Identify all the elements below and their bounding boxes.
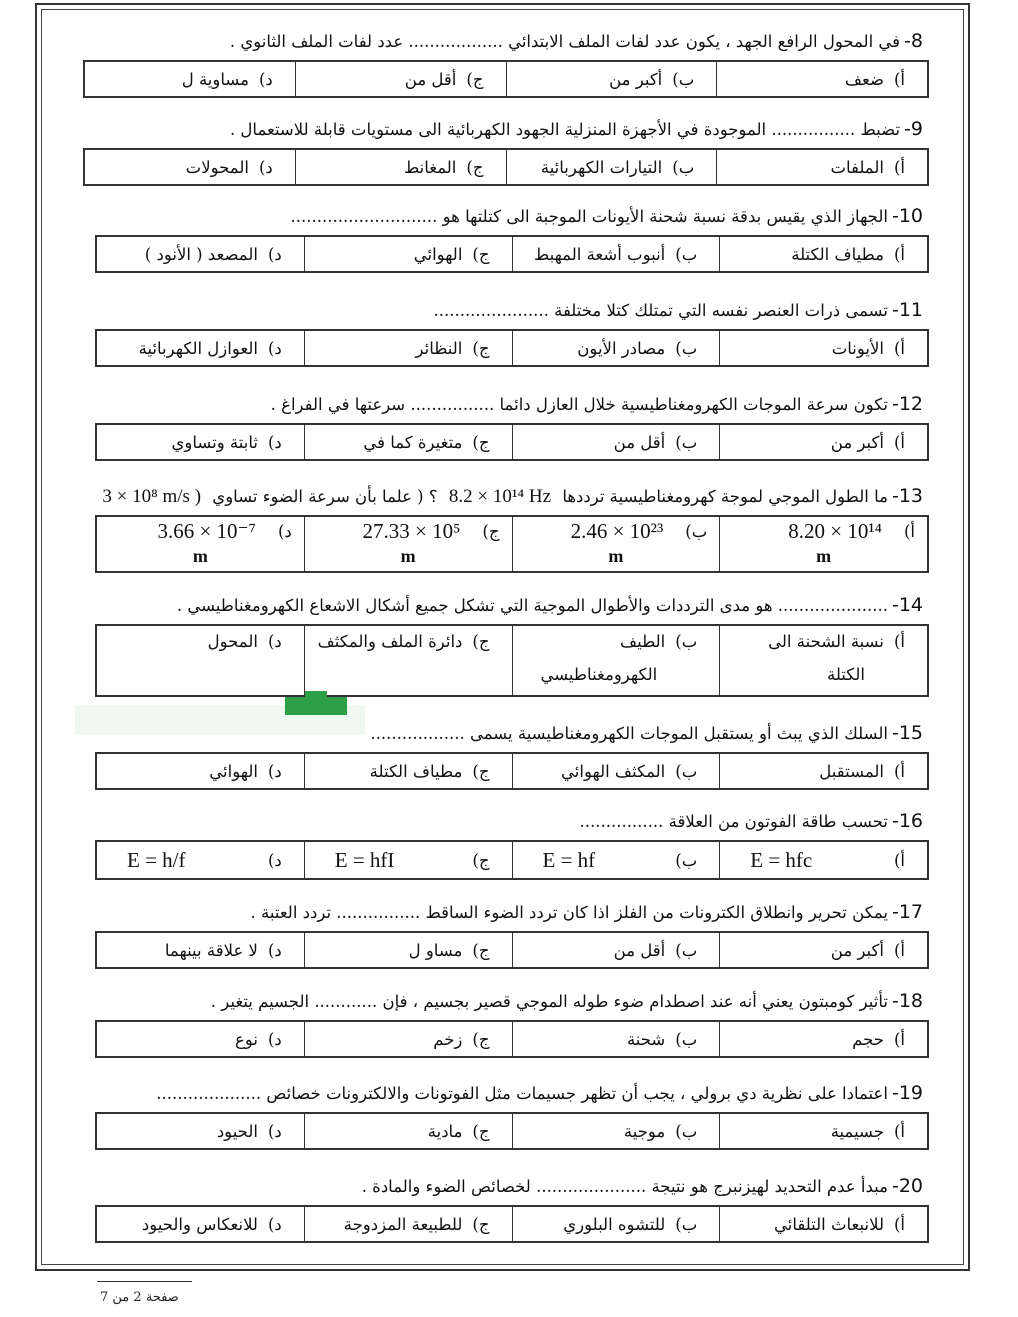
option-b[interactable]: ب) المكثف الهوائي [512, 754, 720, 788]
option-c[interactable]: ج) مساو ل [304, 933, 512, 967]
question-16-text: 16-تحسب طاقة الفوتون من العلاقة ................ [579, 810, 923, 832]
option-d[interactable]: د) نوع [234, 1029, 282, 1049]
option-d[interactable]: د) المصعد ( الأنود ) [144, 244, 282, 264]
question-8-text: 8-في المحول الرافع الجهد ، يكون عدد لفات الملف الابتدائي .................. عدد لفات الملف الثانوي . [229, 30, 923, 52]
question-18-options [95, 1020, 929, 1058]
option-b[interactable]: ب) 2.46 × 10²³ m [512, 517, 720, 571]
option-d[interactable]: د) العوازل الكهربائية [138, 338, 282, 358]
option-d[interactable]: د) المحولات [185, 157, 273, 177]
question-10-text: 10-الجهاز الذي يقيس بدقة نسبة شحنة الأيونات الموجبة الى كتلتها هو ............................ [290, 205, 923, 227]
option-c[interactable]: ج) النظائر [304, 331, 512, 365]
question-11-options [95, 329, 929, 367]
option-d[interactable]: د) ثابتة وتساوي [171, 432, 282, 452]
question-14-options [95, 624, 929, 697]
question-13-options [95, 515, 929, 573]
question-9-text: 9-تضبط ................ الموجودة في الأجهزة المنزلية الجهود الكهربائية الى مستويات قابلة للاستعمال . [229, 118, 923, 140]
briefcase-icon [285, 697, 347, 715]
question-11-text: 11-تسمى ذرات العنصر نفسه التي تمتلك كتلا مختلفة ...................... [433, 299, 923, 321]
option-a[interactable]: أ) مطياف الكتلة [719, 237, 927, 271]
option-b[interactable]: ب) أكبر من [506, 62, 717, 96]
question-20-options [95, 1205, 929, 1243]
option-c[interactable]: ج) الهوائي [304, 237, 512, 271]
option-b[interactable]: ب) مصادر الأيون [512, 331, 720, 365]
question-17-text: 17-يمكن تحرير وانطلاق الكترونات من الفلز اذا كان تردد الضوء الساقط ................ تردد العتبة . [250, 901, 923, 923]
option-d[interactable]: د) مساوية ل [181, 69, 273, 89]
question-12-text: 12-تكون سرعة الموجات الكهرومغناطيسية خلال العازل دائما ................ سرعتها في الفراغ . [270, 393, 923, 415]
question-15-text: 15-السلك الذي يبث أو يستقبل الموجات الكهرومغناطيسية يسمى .................. [370, 722, 923, 744]
question-15-options [95, 752, 929, 790]
option-d[interactable]: د) المحول [207, 632, 282, 651]
option-c[interactable]: ج) متغيرة كما في [304, 425, 512, 459]
option-a[interactable]: أ) جسيمية [719, 1114, 927, 1148]
option-a[interactable]: أ) E = hfc [719, 842, 927, 878]
option-c[interactable]: ج) زخم [304, 1022, 512, 1056]
option-c[interactable]: ج) E = hfI [304, 842, 512, 878]
option-c[interactable]: ج) المغانط [295, 150, 506, 184]
option-a[interactable]: أ) أكبر من [719, 425, 927, 459]
option-b[interactable]: ب) أقل من [512, 933, 720, 967]
option-a[interactable]: أ) ضعف [716, 62, 927, 96]
option-a[interactable]: أ) حجم [719, 1022, 927, 1056]
question-14-text: 14-..................... هو مدى الترددات والأطوال الموجية التي تشكل جميع أشكال الاشعاع الكهرومغناطيسي . [176, 594, 923, 616]
option-b[interactable]: ب) أنبوب أشعة المهبط [512, 237, 720, 271]
question-17-options [95, 931, 929, 969]
option-b[interactable]: ب) للتشوه البلوري [512, 1207, 720, 1241]
option-d[interactable]: د) الحيود [216, 1121, 282, 1141]
option-b[interactable]: ب) شحنة [512, 1022, 720, 1056]
question-19-options [95, 1112, 929, 1150]
option-c[interactable]: ج) مطياف الكتلة [304, 754, 512, 788]
option-c[interactable]: ج) أقل من [295, 62, 506, 96]
option-c[interactable]: ج) للطبيعة المزدوجة [304, 1207, 512, 1241]
option-a[interactable]: أ) نسبة الشحنة الى الكتلة [719, 626, 927, 695]
option-c[interactable]: ج) دائرة الملف والمكثف [304, 626, 512, 695]
option-b[interactable]: ب) أقل من [512, 425, 720, 459]
option-c[interactable]: ج) 27.33 × 10⁵ m [304, 517, 512, 571]
option-b[interactable]: ب) التيارات الكهربائية [506, 150, 717, 184]
option-b[interactable]: ب) E = hf [512, 842, 720, 878]
option-a[interactable]: أ) للانبعاث التلقائي [719, 1207, 927, 1241]
option-d[interactable]: د) لا علاقة بينهما [164, 940, 282, 960]
option-a[interactable]: أ) الملفات [716, 150, 927, 184]
question-19-text: 19-اعتمادا على نظرية دي برولي ، يجب أن تظهر جسيمات مثل الفوتونات والالكترونات خصائص .................... [156, 1082, 923, 1104]
footer-divider [97, 1281, 192, 1282]
option-b[interactable]: ب) موجية [512, 1114, 720, 1148]
question-13-text: 13-ما الطول الموجي لموجة كهرومغناطيسية ترددها 8.2 × 10¹⁴ Hz ؟ ( علما بأن سرعة الضوء تساوي 3 × 10⁸ m/s ) [102, 485, 923, 507]
option-a[interactable]: أ) أكبر من [719, 933, 927, 967]
question-16-options [95, 840, 929, 880]
option-c[interactable]: ج) مادية [304, 1114, 512, 1148]
option-d[interactable]: د) الهوائي [209, 761, 282, 781]
question-8-options [83, 60, 929, 98]
option-d[interactable]: د) للانعكاس والحيود [141, 1214, 282, 1234]
option-b[interactable]: ب) الطيف الكهرومغناطيسي [512, 626, 720, 695]
option-d[interactable]: د) E = h/f [127, 847, 282, 872]
option-a[interactable]: أ) 8.20 × 10¹⁴ m [719, 517, 927, 571]
question-9-options [83, 148, 929, 186]
option-a[interactable]: أ) الأيونات [719, 331, 927, 365]
question-18-text: 18-تأثير كومبتون يعني أنه عند اصطدام ضوء طوله الموجي قصير بجسيم ، فإن ............ الجسيم يتغير . [210, 990, 923, 1012]
option-a[interactable]: أ) المستقبل [719, 754, 927, 788]
question-10-options [95, 235, 929, 273]
page-number: صفحة 2 من 7 [100, 1290, 179, 1305]
option-d[interactable]: د) 3.66 × 10⁻⁷ m [157, 519, 292, 566]
question-20-text: 20-مبدأ عدم التحديد لهيزنبرج هو نتيجة ..................... لخصائص الضوء والمادة . [361, 1175, 923, 1197]
question-12-options [95, 423, 929, 461]
